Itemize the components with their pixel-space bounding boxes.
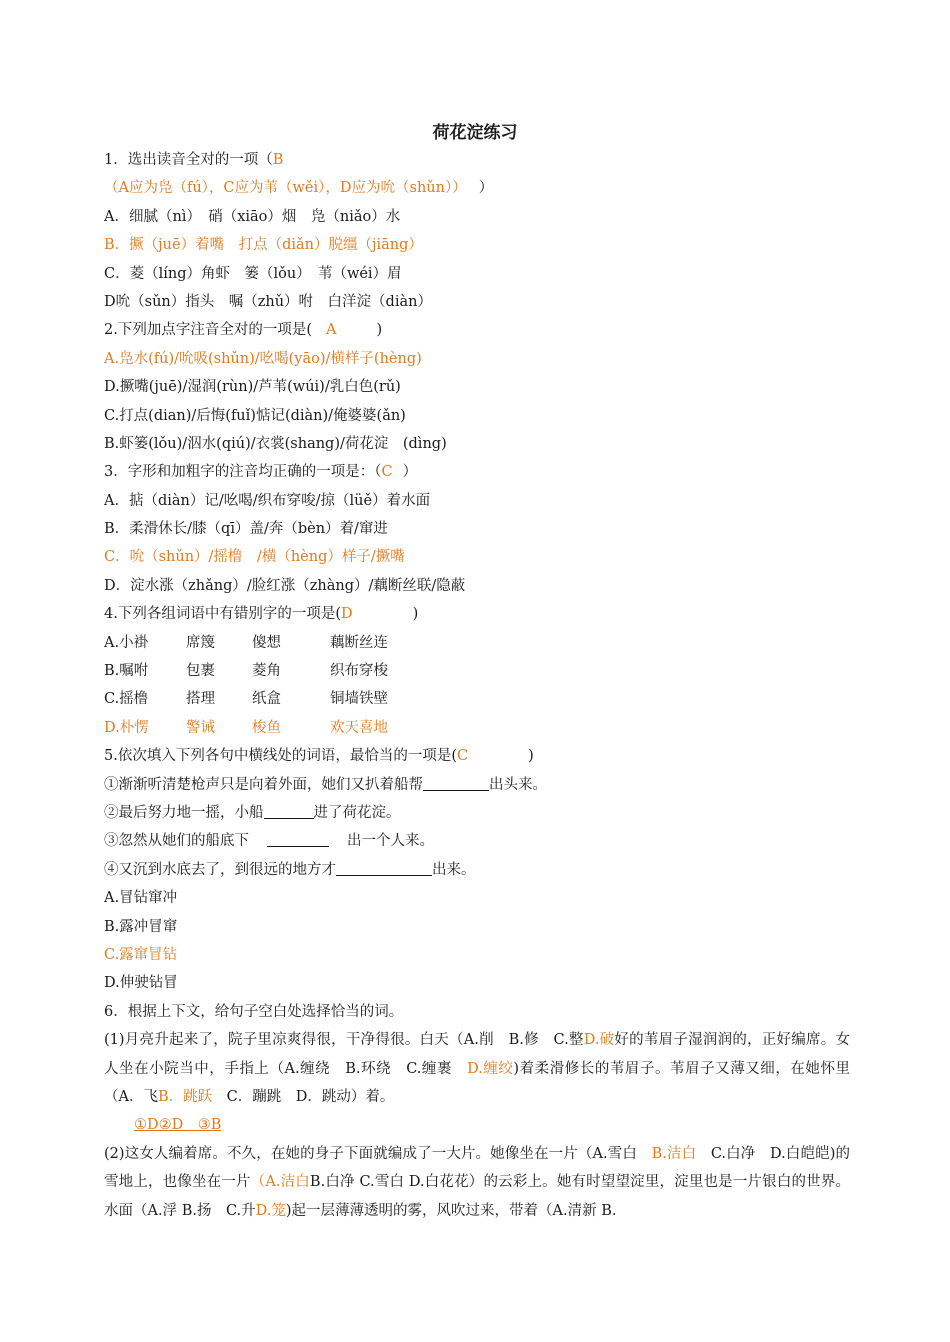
option-word: 席篾 (186, 634, 215, 651)
question-4-option-row (104, 685, 850, 713)
option-word: D.朴愣 (104, 719, 149, 736)
option-word: 傻想 (252, 634, 281, 651)
page-title: 荷花淀练习 (432, 123, 518, 143)
question-5-sentence-2 (104, 799, 850, 827)
question-5-sentence-3 (104, 827, 850, 855)
question-6-paragraph-1 (104, 1026, 865, 1111)
question-2-option-b: B.虾篓(lǒu)/泅水(qiú)/衣裳(shang)/荷花淀 (dìng) (104, 435, 447, 452)
answer-mark: A (326, 322, 337, 339)
close-paren: ) (412, 606, 419, 623)
para-text: (2)这女人编着席。不久，在她的身子下面就编成了一大片。她像坐在一片（A.雪白 (104, 1145, 652, 1162)
question-5-sentence-4 (104, 856, 850, 884)
question-4-stem (104, 600, 850, 628)
sentence-text: 出一个人来。 (347, 833, 434, 850)
sentence-text: 出来。 (432, 861, 476, 878)
option-word: A.小褂 (104, 634, 149, 651)
stem-text: 3．字形和加粗字的注音均正确的一项是：（ (104, 464, 382, 481)
answer-mark: D (341, 606, 353, 623)
option-word: 搭理 (186, 691, 215, 708)
option-word: 包裹 (186, 663, 215, 680)
close-paren: ） (402, 464, 418, 481)
question-3-option-c: C．吮（shǔn）/摇橹 /横（hèng）样子/撅嘴 (104, 549, 405, 566)
para-text: )起一层薄薄透明的雾，风吹过来，带着（A.清新 B. (285, 1202, 617, 1219)
para-text: 好的苇眉子湿润润的，正好编席。女人坐在小院当中，手指上（A.缠绕 B.环绕 C.缠裹 (104, 1032, 851, 1077)
answer-mark: C (457, 748, 469, 765)
sentence-text: ④又沉到水底去了，到很远的地方才 (104, 861, 336, 878)
question-2-stem (104, 316, 850, 344)
para-text: (1)月亮升起来了，院子里凉爽得很，干净得很。白天（A.削 B.修 C.整 (104, 1032, 584, 1049)
question-3-option-d: D．淀水涨（zhǎng）/脸红涨（zhàng）/藕断丝联/隐蔽 (104, 577, 466, 594)
answer-explanation: （A应为凫（fú），C应为苇（wěi），D应为吮（shǔn）） (104, 180, 467, 197)
question-5-sentence-1 (104, 771, 850, 799)
question-5-option-a: A.冒钻窜冲 (104, 890, 178, 907)
question-5-option-b: B.露冲冒窜 (104, 918, 178, 935)
blank-line (264, 801, 314, 819)
option-word: 菱角 (252, 663, 281, 680)
option-word: 纸盒 (252, 691, 281, 708)
option-word: 织布穿梭 (330, 663, 388, 680)
blank-line (336, 858, 432, 876)
question-6-answer-line (104, 1111, 850, 1139)
answer-mark: D.破 (583, 1032, 615, 1049)
sentence-text: ②最后努力地一摇，小船 (104, 804, 264, 821)
close-paren: ） (478, 180, 494, 197)
sentence-text: 进了荷花淀。 (313, 804, 401, 821)
option-word: 铜墙铁壁 (330, 691, 388, 708)
question-1-explain (104, 174, 850, 202)
question-1-option-c: C．菱（líng）角虾 篓（lǒu） 苇（wéi）眉 (104, 265, 402, 282)
para-text: C.白净 D.白皑皑)的雪地上，也像坐在一片 (104, 1145, 851, 1191)
question-1-option-d: D吮（sǔn）指头 嘱（zhǔ）咐 白洋淀（diàn） (104, 293, 432, 310)
question-1-stem (104, 146, 850, 174)
question-3-option-b: B．柔滑休长/膝（qī）盖/奔（bèn）着/窜进 (104, 521, 388, 538)
answer-mark: B (272, 152, 284, 168)
question-4-options (104, 629, 850, 743)
stem-text: 4.下列各组词语中有错别字的一项是( (104, 606, 341, 623)
para-text: )着柔滑修长的苇眉子。苇眉子又薄又细，在她怀里 （A．飞 (104, 1060, 865, 1105)
close-paren: ) (376, 322, 383, 339)
option-word: B.嘱咐 (104, 663, 149, 680)
para-text: C．蹦跳 D．跳动）着。 (212, 1088, 395, 1105)
question-1-option-b: B．撅（juē）着嘴 打点（diǎn）脱缰（jiāng） (104, 237, 423, 254)
question-3-option-a: A．掂（diàn）记/吆喝/织布穿唆/掠（lüě）着水面 (104, 492, 431, 509)
stem-text: 1．选出读音全对的一项（ (104, 152, 273, 168)
answer-mark: D.笼 (255, 1202, 286, 1219)
question-3-stem (104, 458, 850, 486)
question-1-option-a: A．细腻（nì） 硝（xiāo）烟 凫（niǎo）水 (104, 208, 401, 225)
sentence-text: ③忽然从她们的船底下 (104, 833, 249, 850)
answer-mark: D.缠绞 (467, 1060, 514, 1077)
answer-mark: C (381, 464, 393, 481)
question-6-stem: 6．根据上下文，给句子空白处选择恰当的词。 (104, 1003, 404, 1020)
para-text: B.白净 C.雪白 D.白花花）的云彩上。她有时望望淀里，淀里也是一片银白的世界。水面（A.浮 B.扬 C.升 (104, 1174, 850, 1219)
sentence-text: ①渐渐听清楚枪声只是向着外面，她们又扒着船帮 (104, 776, 423, 793)
option-word: 警诫 (186, 719, 215, 736)
stem-text: 5.依次填入下列各句中横线处的词语，最恰当的一项是( (104, 748, 457, 765)
option-word: C.摇橹 (104, 691, 149, 708)
option-word: 藕断丝连 (330, 634, 388, 651)
question-2-option-d: D.撅嘴(juē)/湿润(rùn)/芦苇(wúi)/乳白色(rǔ) (104, 379, 401, 396)
question-6-paragraph-2 (104, 1140, 850, 1225)
stem-text: 2.下列加点字注音全对的一项是( (104, 322, 312, 339)
exercise-content (104, 146, 865, 1225)
blank-line (267, 829, 329, 847)
sentence-text: 出头来。 (489, 776, 547, 793)
answer-mark: B.洁白 (651, 1145, 697, 1162)
answer-mark: B．跳跃 (157, 1088, 213, 1105)
question-5-stem (104, 742, 850, 770)
blank-line (423, 773, 489, 791)
question-2-option-c: C.打点(dian)/后悔(fuǐ)惦记(diàn)/俺婆婆(ǎn) (104, 407, 406, 424)
question-4-option-row (104, 714, 850, 742)
question-4-option-row (104, 629, 850, 657)
answer-mark: ①D②D ③B (134, 1117, 222, 1134)
option-word: 梭鱼 (252, 719, 281, 736)
option-word: 欢天喜地 (330, 719, 388, 736)
question-5-option-c: C.露窜冒钻 (104, 946, 178, 963)
answer-mark: （A.洁白 (250, 1174, 310, 1191)
close-paren: ) (528, 748, 534, 765)
question-5-option-d: D.伸驶钻冒 (104, 975, 178, 992)
question-4-option-row (104, 657, 850, 685)
question-2-option-a: A.凫水(fú)/吮吸(shǔn)/吆喝(yāo)/横样子(hèng) (104, 350, 422, 367)
